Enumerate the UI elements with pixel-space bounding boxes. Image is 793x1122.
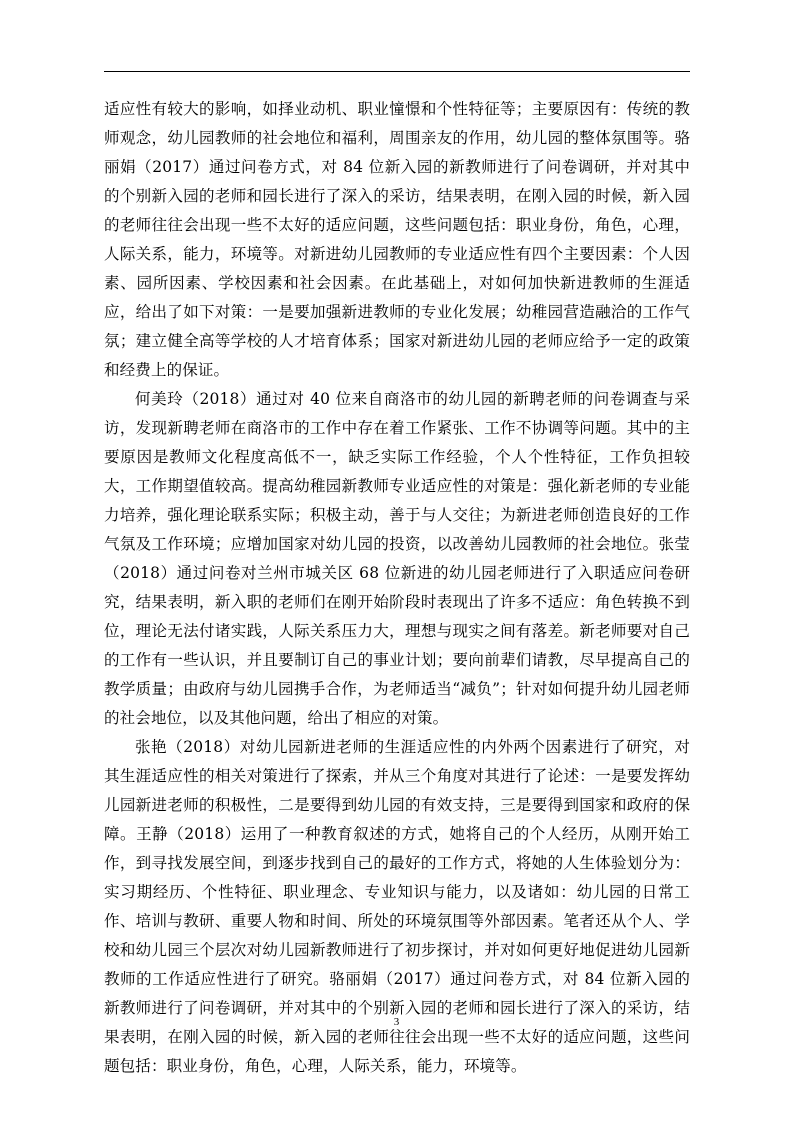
header-rule (104, 71, 690, 72)
paragraph-continued: 适应性有较大的影响，如择业动机、职业憧憬和个性特征等；主要原因有：传统的教师观念，幼儿园教师的社会地位和福利，周围亲友的作用，幼儿园的整体氛围等。骆丽娟（2017）通过问卷方式，对 84 位新入园的新教师进行了问卷调研，并对其中的个别新入园的老师和园长进行了深入的采访，结果表明，在刚入园的时候，新入园的老师往往会出现一些不太好的适应问题，这些问题包括：职业身份，角色，心理，人际关系，能力，环境等。对新进幼儿园教师的专业适应性有四个主要因素：个人因素、园所因素、学校因素和社会因素。在此基础上，对如何加快新进教师的生涯适应，给出了如下对策：一是要加强新进教师的专业化发展；幼稚园营造融洽的工作气氛；建立健全高等学校的人才培育体系；国家对新进幼儿园的老师应给予一定的政策和经费上的保证。 (104, 100, 690, 379)
page-number: 3 (393, 1016, 400, 1028)
body-text (104, 95, 690, 1081)
paragraph-zhang-yan: 张艳（2018）对幼儿园新进老师的生涯适应性的内外两个因素进行了研究，对其生涯适应性的相关对策进行了探索，并从三个角度对其进行了论述：一是要发挥幼儿园新进老师的积极性，二是要得到幼儿园的有效支持，三是要得到国家和政府的保障。王静（2018）运用了一种教育叙述的方式，她将自己的个人经历，从刚开始工作，到寻找发展空间，到逐步找到自己的最好的工作方式，将她的人生体验划分为：实习期经历、个性特征、职业理念、专业知识与能力，以及诸如：幼儿园的日常工作、培训与教研、重要人物和时间、所处的环境氛围等外部因素。笔者还从个人、学校和幼儿园三个层次对幼儿园新教师进行了初步探讨，并对如何更好地促进幼儿园新教师的工作适应性进行了研究。骆丽娟（2017）通过问卷方式，对 84 位新入园的新教师进行了问卷调研，并对其中的个别新入园的老师和园长进行了深入的采访，结果表明，在刚入园的时候，新入园的老师往往会出现一些不太好的适应问题，这些问题包括：职业身份，角色，心理，人际关系，能力，环境等。 (104, 738, 690, 1075)
paragraph-he-meiling: 何美玲（2018）通过对 40 位来自商洛市的幼儿园的新聘老师的问卷调查与采访，发现新聘老师在商洛市的工作中存在着工作紧张、工作不协调等问题。其中的主要原因是教师文化程度高低不一，缺乏实际工作经验，个人个性特征，工作负担较大，工作期望值较高。提高幼稚园新教师专业适应性的对策是：强化新老师的专业能力培养，强化理论联系实际；积极主动，善于与人交往；为新进老师创造良好的工作气氛及工作环境；应增加国家对幼儿园的投资，以改善幼儿园教师的社会地位。张莹（2018）通过问卷对兰州市城关区 68 位新进的幼儿园老师进行了入职适应问卷研究，结果表明，新入职的老师们在刚开始阶段时表现出了许多不适应：角色转换不到位，理论无法付诸实践，人际关系压力大，理想与现实之间有落差。新老师要对自己的工作有一些认识，并且要制订自己的事业计划；要向前辈们请教，尽早提高自己的教学质量；由政府与幼儿园携手合作，为老师适当“减负”；针对如何提升幼儿园老师的社会地位，以及其他问题，给出了相应的对策。 (104, 390, 690, 727)
